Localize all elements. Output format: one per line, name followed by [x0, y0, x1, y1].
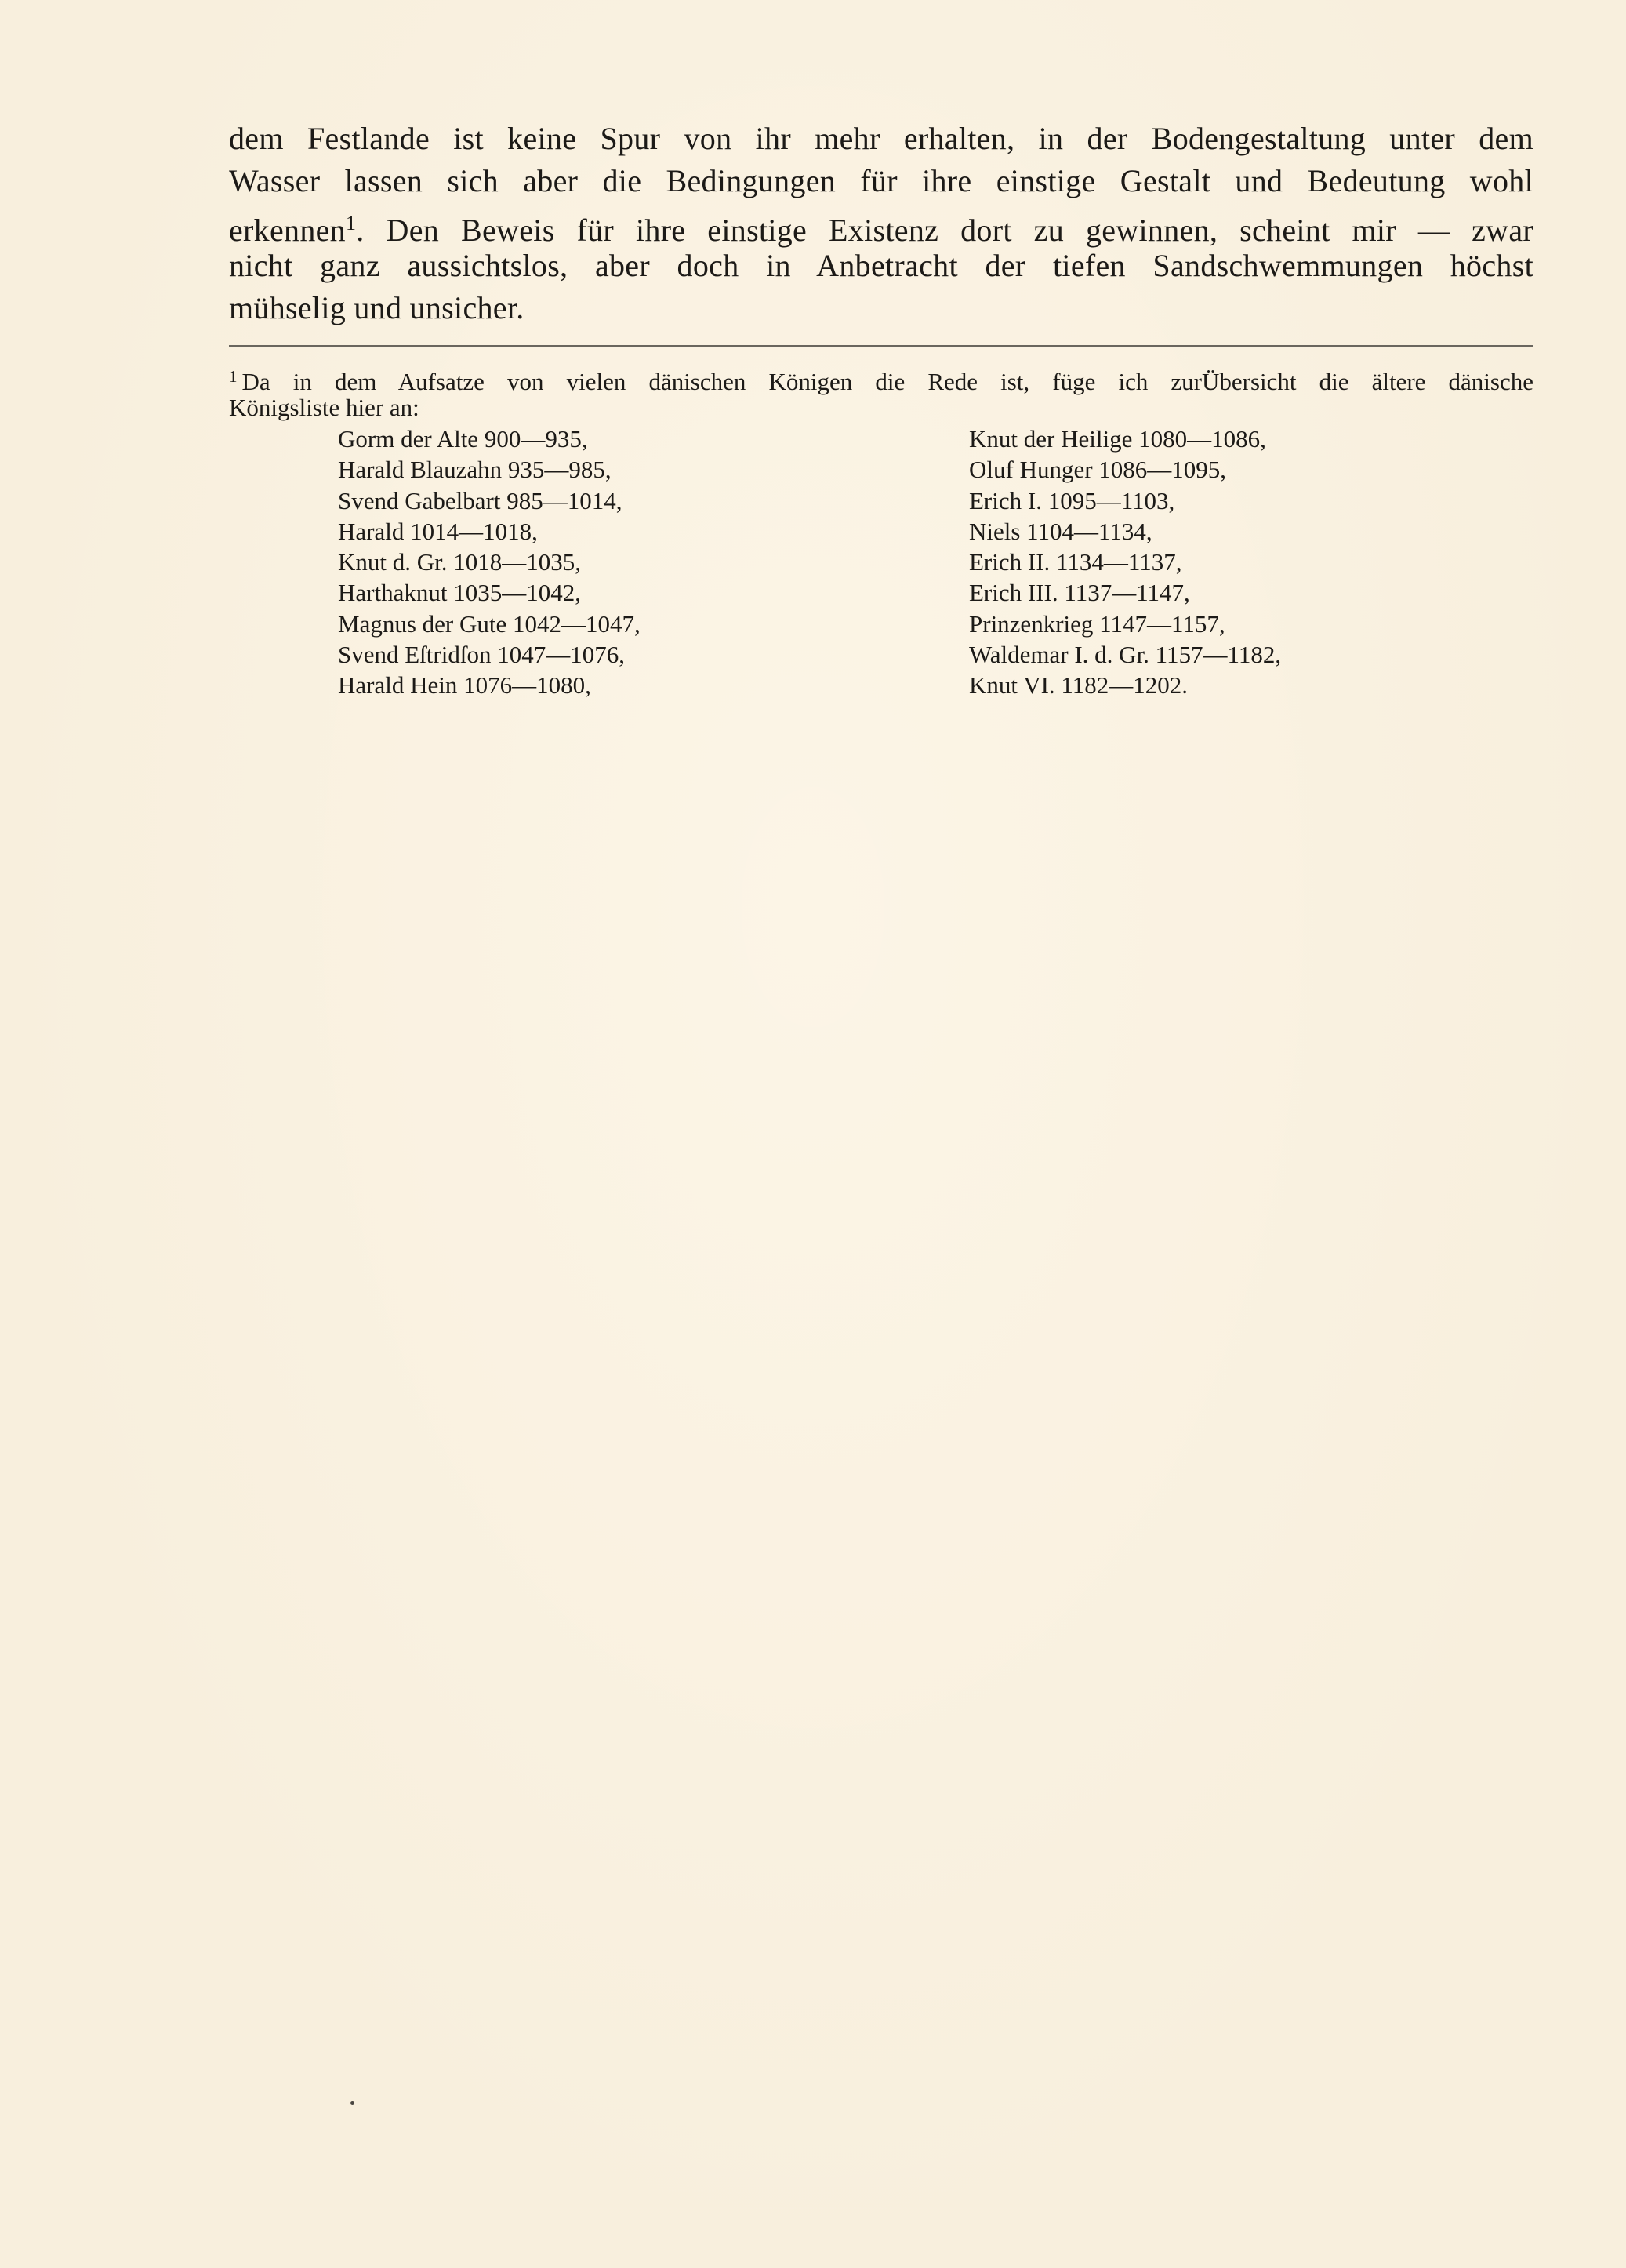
- king-entry: Oluf Hunger 1086—1095,: [969, 456, 1227, 484]
- king-entry: Niels 1104—1134,: [969, 517, 1152, 545]
- body-line-start: erkennen: [229, 213, 346, 248]
- king-entry: Gorm der Alte 900—935,: [338, 425, 588, 453]
- king-entry: Knut VI. 1182—1202.: [969, 671, 1188, 700]
- footnote-reference: 1: [345, 212, 357, 234]
- king-entry: Harald Blauzahn 935—985,: [338, 456, 612, 484]
- king-entry: Waldemar I. d. Gr. 1157—1182,: [969, 641, 1282, 669]
- king-entry: Svend Gabelbart 985—1014,: [338, 486, 622, 514]
- body-line: nicht ganz aussichtslos, aber doch in Anbetracht der tiefen Sandschwemmungen höchst: [229, 248, 1533, 283]
- king-entry: Magnus der Gute 1042—1047,: [338, 609, 641, 638]
- king-list-right: [969, 423, 1281, 701]
- body-line: dem Festlande ist keine Spur von ihr mehr erhalten, in der Bodengestaltung unter dem: [229, 121, 1533, 156]
- king-entry: Svend Eſtridſon 1047—1076,: [338, 641, 625, 669]
- king-entry: Harald Hein 1076—1080,: [338, 671, 591, 700]
- ink-speck: [350, 2101, 354, 2105]
- king-list-left: [338, 423, 641, 701]
- king-entry: Harthaknut 1035—1042,: [338, 579, 581, 607]
- footnote-line: [229, 361, 1533, 395]
- king-entry: Erich I. 1095—1103,: [969, 486, 1175, 514]
- king-entry: Prinzenkrieg 1147—1157,: [969, 609, 1225, 638]
- footnote-marker: 1: [229, 367, 238, 386]
- body-paragraph: [229, 118, 1533, 329]
- footnote-line: Königsliste hier an:: [229, 394, 419, 421]
- footnote-divider: [229, 345, 1533, 347]
- body-line: [229, 202, 1533, 248]
- body-line: mühselig und unsicher.: [229, 290, 524, 325]
- king-entry: Harald 1014—1018,: [338, 517, 538, 545]
- body-line-end: . Den Beweis für ihre einstige Existenz dort zu gewinnen, scheint mir — zwar: [356, 213, 1533, 248]
- footnote-text: Da in dem Aufsatze von vielen dänischen Königen die Rede ist, füge ich zurÜbersicht die ältere dänische: [241, 368, 1533, 395]
- footnote: [229, 361, 1533, 423]
- king-entry: Knut d. Gr. 1018—1035,: [338, 548, 581, 576]
- king-entry: Knut der Heilige 1080—1086,: [969, 425, 1266, 453]
- body-line: Wasser lassen sich aber die Bedingungen für ihre einstige Gestalt und Bedeutung wohl: [229, 163, 1533, 198]
- king-entry: Erich III. 1137—1147,: [969, 579, 1190, 607]
- king-entry: Erich II. 1134—1137,: [969, 548, 1182, 576]
